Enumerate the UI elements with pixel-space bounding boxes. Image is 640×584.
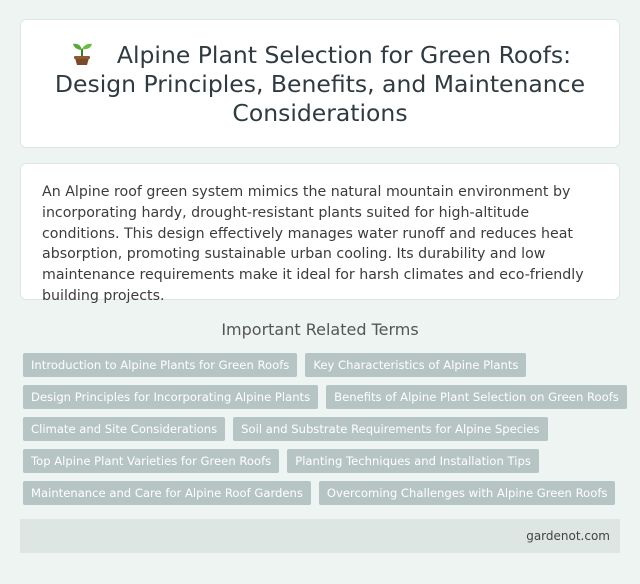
related-term-tag[interactable]: Top Alpine Plant Varieties for Green Roofs — [23, 449, 279, 473]
footer — [20, 519, 620, 553]
related-terms-list — [23, 353, 623, 513]
related-terms-row — [23, 385, 623, 409]
related-terms-row — [23, 417, 623, 441]
description-card — [20, 163, 620, 304]
related-terms-row — [23, 481, 623, 505]
related-terms-row — [23, 449, 623, 473]
related-term-tag[interactable]: Introduction to Alpine Plants for Green Roofs — [23, 353, 297, 377]
related-terms-heading: Important Related Terms — [221, 320, 419, 339]
description-text: An Alpine roof green system mimics the natural mountain environment by incorporating hardy, drought-resistant plants suited for high-altitude conditions. This design effectively manages water runoff and reduces heat absorption, promoting sustainable urban cooling. Its durability and low maintenance requirements make it ideal for harsh climates and eco-friendly building projects. — [42, 184, 584, 304]
related-terms-row — [23, 353, 623, 377]
related-term-tag[interactable]: Maintenance and Care for Alpine Roof Gardens — [23, 481, 311, 505]
related-term-tag[interactable]: Benefits of Alpine Plant Selection on Green Roofs — [326, 385, 627, 409]
related-term-tag[interactable]: Overcoming Challenges with Alpine Green Roofs — [319, 481, 616, 505]
page-title-text: Alpine Plant Selection for Green Roofs: Design Principles, Benefits, and Maintenance Considerations — [54, 41, 586, 127]
title-card — [20, 19, 620, 148]
related-term-tag[interactable]: Planting Techniques and Installation Tips — [287, 449, 539, 473]
related-term-tag[interactable]: Key Characteristics of Alpine Plants — [305, 353, 526, 377]
sprout-icon — [69, 39, 95, 65]
related-term-tag[interactable]: Soil and Substrate Requirements for Alpine Species — [233, 417, 547, 441]
footer-site-link[interactable]: gardenot.com — [526, 529, 610, 543]
page-title — [43, 39, 597, 128]
related-term-tag[interactable]: Design Principles for Incorporating Alpine Plants — [23, 385, 318, 409]
related-term-tag[interactable]: Climate and Site Considerations — [23, 417, 225, 441]
